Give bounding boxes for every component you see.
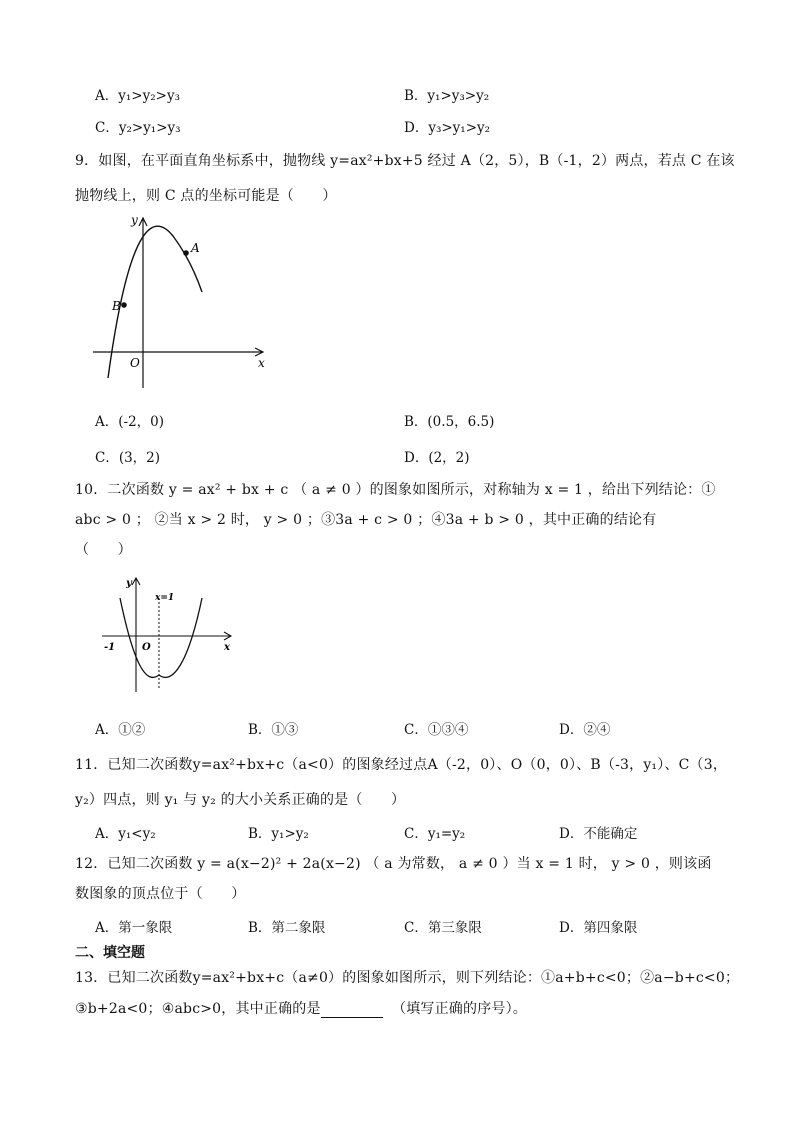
q11-option-a: A．y₁<y₂: [95, 826, 156, 842]
q10-option-c: C．①③④: [404, 722, 469, 738]
q10-option-b: B．①③: [248, 722, 299, 738]
q8-option-c: C．y₂>y₁>y₃: [95, 120, 181, 136]
q9-parabola-figure: [85, 210, 275, 395]
q9-label-x: x: [258, 356, 265, 370]
q12-option-c: C．第三象限: [404, 920, 482, 936]
q9-option-c: C．(3，2): [95, 450, 161, 466]
q13-stem-line2: [75, 998, 527, 1018]
q13-stem-line2-text: ③b+2a<0；④abc>0，其中正确的是: [75, 1001, 321, 1017]
q8-option-b: B．y₁>y₃>y₂: [404, 88, 490, 104]
q10-label-x: x: [224, 642, 230, 653]
q13-stem-line1: 13．已知二次函数y=ax²+bx+c（a≠0）的图象如图所示，则下列结论：①a+b+c<0；②a−b+c<0；: [75, 970, 740, 986]
q11-stem-line2: y₂）四点，则 y₁ 与 y₂ 的大小关系正确的是（ ）: [75, 792, 406, 808]
q10-parabola-curve: [120, 598, 202, 677]
q12-option-b: B．第二象限: [248, 920, 326, 936]
q13-stem-line2-tail: （填写正确的序号）。: [392, 1001, 527, 1017]
q10-label-axis: x=1: [155, 593, 175, 603]
q9-label-o: O: [130, 356, 140, 370]
q9-label-a: A: [191, 241, 200, 255]
q10-option-d: D．②④: [559, 722, 611, 738]
q12-stem-line2: 数图象的顶点位于（ ）: [75, 886, 246, 902]
q10-stem-line1: 10．二次函数 y = ax² + bx + c （ a ≠ 0 ）的图象如图所示，对称轴为 x = 1 ，给出下列结论：①: [75, 482, 716, 498]
q8-option-a: A．y₁>y₂>y₃: [95, 88, 180, 104]
q11-option-b: B．y₁>y₂: [248, 826, 309, 842]
q12-option-a: A．第一象限: [95, 920, 173, 936]
q10-stem-line3: （ ）: [75, 542, 132, 558]
q10-label-o: O: [142, 642, 151, 653]
q11-option-c: C．y₁=y₂: [404, 826, 466, 842]
q10-label-neg1: -1: [104, 642, 116, 653]
q11-stem-line1: 11．已知二次函数y=ax²+bx+c（a<0）的图象经过点A（-2，0）、O（0，0）、B（-3，y₁）、C（3，: [75, 757, 728, 773]
q9-point-a: [183, 250, 189, 256]
q10-stem-line2: abc > 0 ； ②当 x > 2 时， y > 0 ；③3a + c > 0 ；④3a + b > 0 ，其中正确的结论有: [75, 512, 657, 528]
q8-option-d: D．y₃>y₁>y₂: [404, 120, 491, 136]
section-heading: 二、填空题: [75, 945, 145, 961]
q9-label-y: y: [131, 213, 138, 227]
q9-stem-line2: 抛物线上，则 C 点的坐标可能是（ ）: [75, 188, 337, 204]
q9-option-a: A．(-2，0): [95, 414, 165, 430]
q9-parabola-curve: [108, 226, 202, 378]
q12-option-d: D．第四象限: [559, 920, 638, 936]
q10-label-y: y: [126, 578, 132, 589]
q9-label-b: B: [112, 299, 121, 313]
q9-option-d: D．(2，2): [404, 450, 470, 466]
q10-option-a: A．①②: [95, 722, 146, 738]
q12-stem-line1: 12．已知二次函数 y = a(x−2)² + 2a(x−2) （ a 为常数， a ≠ 0 ）当 x = 1 时， y > 0 ，则该函: [75, 856, 712, 872]
q13-answer-blank[interactable]: [321, 1003, 383, 1018]
q9-option-b: B．(0.5，6.5): [404, 414, 495, 430]
q11-option-d: D．不能确定: [559, 826, 638, 842]
q10-parabola-figure: [98, 570, 238, 698]
q9-stem-line1: 9．如图，在平面直角坐标系中，抛物线 y=ax²+bx+5 经过 A（2，5），B（-1，2）两点，若点 C 在该: [75, 153, 735, 169]
q9-point-b: [121, 302, 127, 308]
